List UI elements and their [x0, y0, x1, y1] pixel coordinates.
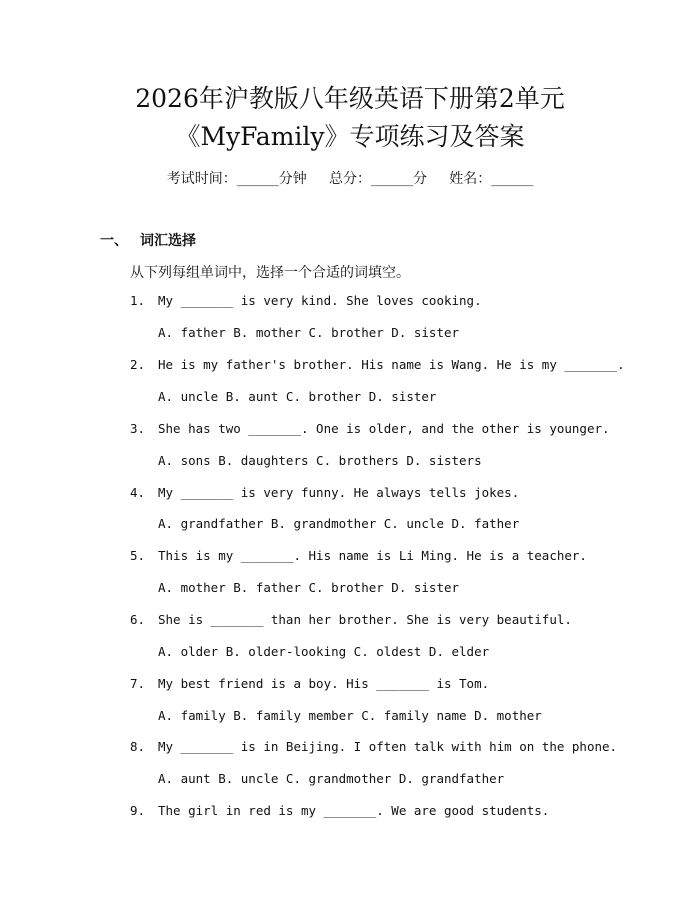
question-number: 5.: [130, 548, 146, 563]
doc-title-line1: 2026年沪教版八年级英语下册第2单元: [135, 84, 565, 113]
question-7-options: A. family B. family member C. family name D. mother: [158, 708, 542, 723]
question-text: She has two _______. One is older, and the other is younger.: [158, 421, 610, 436]
question-number: 4.: [130, 485, 146, 500]
question-8: [130, 739, 617, 755]
question-number: 7.: [130, 676, 146, 691]
question-text: She is _______ than her brother. She is very beautiful.: [158, 612, 572, 627]
section-instruction: 从下列每组单词中，选择一个合适的词填空。: [130, 265, 410, 281]
question-number: 8.: [130, 739, 146, 754]
question-5-options: A. mother B. father C. brother D. sister: [158, 580, 460, 595]
question-8-options: A. aunt B. uncle C. grandmother D. grandfather: [158, 771, 505, 786]
question-number: 3.: [130, 421, 146, 436]
question-text: My _______ is very kind. She loves cooking.: [158, 293, 482, 308]
question-6: [130, 612, 572, 628]
question-text: My best friend is a boy. His _______ is Tom.: [158, 676, 490, 691]
question-number: 2.: [130, 357, 146, 372]
question-9: [130, 803, 549, 819]
doc-title-line2: 《MyFamily》专项练习及答案: [175, 122, 525, 151]
question-text: He is my father's brother. His name is Wang. He is my _______.: [158, 357, 625, 372]
question-2: [130, 357, 625, 373]
question-3-options: A. sons B. daughters C. brothers D. sisters: [158, 453, 482, 468]
question-text: My _______ is very funny. He always tells jokes.: [158, 485, 520, 500]
question-1-options: A. father B. mother C. brother D. sister: [158, 325, 460, 340]
question-4-options: A. grandfather B. grandmother C. uncle D. father: [158, 516, 520, 531]
question-number: 1.: [130, 293, 146, 308]
question-4: [130, 485, 519, 501]
question-text: This is my _______. His name is Li Ming. He is a teacher.: [158, 548, 587, 563]
section-heading: [100, 230, 196, 250]
question-6-options: A. older B. older-looking C. oldest D. elder: [158, 644, 490, 659]
question-2-options: A. uncle B. aunt C. brother D. sister: [158, 389, 437, 404]
section-number: 一、: [100, 233, 128, 249]
exam-info-line: 考试时间：______分钟 总分：______分 姓名：______: [166, 171, 534, 187]
question-number: 6.: [130, 612, 146, 627]
question-3: [130, 421, 610, 437]
question-1: [130, 293, 482, 309]
question-text: My _______ is in Beijing. I often talk with him on the phone.: [158, 739, 618, 754]
question-7: [130, 676, 489, 692]
question-number: 9.: [130, 803, 146, 818]
question-5: [130, 548, 587, 564]
section-title: 词汇选择: [140, 233, 196, 249]
question-text: The girl in red is my _______. We are good students.: [158, 803, 550, 818]
